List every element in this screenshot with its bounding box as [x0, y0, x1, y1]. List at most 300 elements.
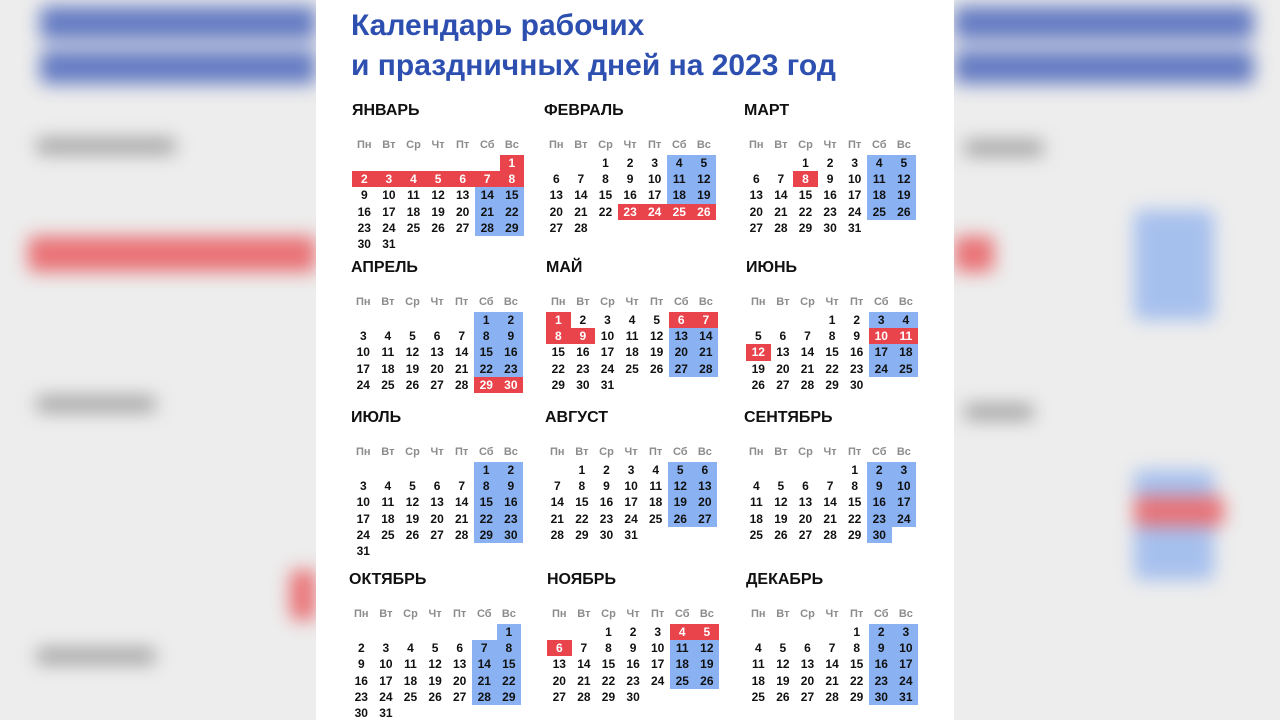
day-cell: 25 [751, 689, 765, 704]
empty-cell [475, 155, 500, 171]
day-cell: 11 [749, 495, 763, 510]
month-december [746, 570, 922, 705]
day-cell: 29 [497, 689, 522, 705]
month-july [351, 408, 527, 559]
day-cell: 1 [500, 155, 525, 171]
day-cell: 8 [853, 641, 861, 656]
day-cell: 8 [497, 640, 522, 656]
day-cell: 1 [602, 156, 609, 170]
week-row [545, 511, 721, 527]
day-cell: 24 [650, 673, 665, 688]
day-cell: 6 [433, 479, 441, 494]
empty-cell [423, 705, 448, 720]
day-cell: 5 [668, 462, 693, 478]
empty-cell [744, 462, 769, 478]
day-cell: 10 [894, 640, 919, 656]
month-name: ИЮНЬ [746, 259, 798, 276]
weekday-label: Вс [898, 608, 913, 620]
day-cell: 15 [500, 187, 525, 203]
empty-cell [818, 462, 843, 478]
day-cell: 12 [776, 657, 790, 672]
week-row [351, 361, 527, 377]
weekday-label: Пт [649, 446, 663, 458]
week-row [746, 624, 922, 640]
weekday-label: Чт [428, 608, 442, 620]
day-cell: 9 [626, 172, 634, 187]
weekday-header [351, 294, 527, 310]
empty-cell [892, 220, 917, 236]
day-cell: 4 [401, 171, 426, 187]
empty-cell [376, 462, 401, 478]
weekday-label: Ср [800, 608, 815, 620]
day-cell: 25 [894, 361, 919, 377]
day-cell: 19 [405, 361, 420, 376]
day-cell: 22 [497, 673, 522, 689]
empty-cell [668, 527, 693, 543]
week-row [546, 312, 722, 328]
month-october [349, 570, 525, 720]
day-cell: 17 [356, 361, 370, 376]
day-cell: 21 [550, 511, 564, 526]
weekday-label: Чт [626, 608, 640, 620]
day-cell: 14 [577, 657, 591, 672]
weekday-label: Пн [751, 296, 766, 308]
day-cell: 3 [892, 462, 917, 478]
day-cell: 13 [549, 188, 563, 203]
day-cell: 22 [598, 204, 613, 219]
week-row [744, 462, 920, 478]
day-cell: 3 [869, 312, 894, 328]
empty-cell [425, 462, 450, 478]
month-name: АПРЕЛЬ [351, 259, 418, 276]
day-cell: 4 [894, 312, 919, 328]
week-row [746, 377, 922, 393]
empty-cell [867, 220, 892, 236]
weekday-label: Сб [671, 139, 687, 151]
weekday-label: Вс [698, 296, 713, 308]
day-cell: 29 [551, 377, 565, 392]
day-cell: 3 [604, 313, 611, 327]
empty-cell [449, 543, 474, 559]
weekday-label: Ср [405, 296, 420, 308]
day-cell: 20 [430, 511, 444, 526]
day-cell: 27 [455, 220, 470, 235]
day-cell: 11 [407, 188, 420, 203]
day-cell: 5 [779, 641, 787, 656]
weekday-label: Сб [476, 608, 492, 620]
weekday-label: Пт [453, 608, 467, 620]
day-cell: 2 [499, 312, 524, 328]
day-cell: 16 [499, 494, 524, 510]
weekday-label: Сб [871, 139, 887, 151]
day-cell: 26 [668, 511, 693, 527]
day-cell: 9 [360, 188, 368, 203]
day-cell: 15 [601, 657, 616, 672]
weekday-label: Пт [848, 139, 862, 151]
day-cell: 14 [475, 187, 500, 203]
week-row [352, 155, 528, 171]
day-cell: 23 [499, 511, 524, 527]
month-september [744, 408, 920, 543]
day-cell: 7 [804, 329, 811, 344]
day-cell: 20 [800, 673, 815, 688]
day-cell: 15 [474, 344, 499, 360]
day-cell: 30 [626, 689, 640, 704]
day-cell: 25 [381, 377, 395, 392]
week-row [746, 656, 922, 672]
day-cell: 22 [601, 673, 616, 688]
day-cell: 28 [472, 689, 497, 705]
day-cell: 29 [474, 377, 499, 393]
day-cell: 23 [849, 361, 864, 376]
day-cell: 27 [798, 527, 813, 542]
day-cell: 5 [409, 479, 416, 494]
day-cell: 27 [776, 377, 790, 392]
day-cell: 22 [474, 361, 499, 377]
day-cell: 8 [500, 171, 525, 187]
day-cell: 29 [847, 527, 862, 542]
weekday-label: Сб [673, 296, 689, 308]
day-cell: 18 [749, 511, 763, 526]
month-june [746, 258, 922, 393]
empty-cell [771, 312, 796, 328]
day-cell: 6 [456, 641, 464, 656]
day-cell: 16 [849, 345, 864, 360]
week-row [351, 511, 527, 527]
day-cell: 3 [627, 463, 635, 477]
empty-cell [544, 155, 569, 171]
day-cell: 30 [869, 689, 894, 705]
day-cell: 2 [357, 641, 365, 656]
weekday-label: Ср [800, 296, 815, 308]
empty-cell [670, 689, 695, 705]
day-cell: 13 [776, 345, 790, 360]
empty-cell [401, 236, 426, 252]
day-cell: 21 [472, 673, 497, 689]
day-cell: 8 [546, 328, 571, 344]
weekday-label: Ср [798, 139, 813, 151]
day-cell: 29 [601, 689, 616, 704]
day-cell: 6 [669, 312, 694, 328]
weekday-label: Вт [379, 608, 393, 620]
week-row [547, 673, 723, 689]
day-cell: 31 [600, 377, 615, 392]
day-cell: 4 [628, 313, 636, 327]
empty-cell [820, 624, 845, 640]
day-cell: 2 [626, 156, 634, 170]
day-cell: 18 [648, 495, 663, 510]
day-cell: 26 [892, 204, 917, 220]
day-cell: 2 [499, 462, 524, 478]
empty-cell [769, 155, 794, 171]
week-row [546, 328, 722, 344]
day-cell: 28 [577, 689, 591, 704]
empty-cell [426, 236, 451, 252]
day-cell: 24 [379, 689, 393, 704]
day-cell: 30 [849, 377, 864, 392]
week-row [746, 312, 922, 328]
day-cell: 28 [800, 377, 815, 392]
day-cell: 21 [574, 204, 588, 219]
weekday-label: Пн [356, 446, 371, 458]
empty-cell [425, 543, 450, 559]
day-cell: 18 [403, 673, 418, 688]
day-cell: 23 [869, 673, 894, 689]
day-cell: 8 [578, 479, 586, 494]
day-cell: 12 [668, 478, 693, 494]
day-cell: 10 [847, 172, 862, 187]
day-cell: 1 [605, 625, 612, 639]
month-name: ФЕВРАЛЬ [544, 102, 624, 119]
day-cell: 28 [574, 220, 588, 235]
weekday-label: Вт [776, 608, 790, 620]
day-cell: 21 [454, 511, 469, 526]
day-cell: 13 [552, 657, 566, 672]
weekday-label: Вс [896, 139, 911, 151]
day-cell: 7 [828, 641, 836, 656]
day-cell: 18 [625, 345, 639, 360]
day-cell: 7 [553, 479, 561, 494]
day-cell: 27 [800, 689, 815, 704]
empty-cell [376, 312, 401, 328]
week-row [351, 527, 527, 543]
day-cell: 14 [825, 657, 839, 672]
weekday-label: Вс [503, 446, 518, 458]
weekday-label: Сб [674, 608, 690, 620]
day-cell: 22 [825, 361, 839, 376]
weekday-label: Ср [798, 446, 813, 458]
month-name: МАЙ [546, 259, 583, 276]
day-cell: 31 [847, 220, 862, 235]
day-cell: 6 [552, 172, 560, 187]
day-cell: 18 [381, 511, 395, 526]
empty-cell [569, 155, 594, 171]
day-cell: 15 [849, 657, 864, 672]
day-cell: 17 [600, 345, 615, 360]
empty-cell [693, 527, 718, 543]
empty-cell [645, 689, 670, 705]
weekday-label: Вс [699, 608, 714, 620]
day-cell: 16 [626, 657, 640, 672]
empty-cell [398, 624, 423, 640]
week-row [351, 543, 527, 559]
day-cell: 26 [776, 689, 790, 704]
day-cell: 15 [847, 495, 862, 510]
day-cell: 2 [579, 313, 587, 327]
day-cell: 27 [430, 377, 444, 392]
empty-cell [447, 624, 472, 640]
weekday-label: Вс [503, 296, 518, 308]
day-cell: 2 [867, 462, 892, 478]
day-cell: 26 [405, 527, 420, 542]
day-cell: 4 [667, 155, 692, 171]
empty-cell [744, 155, 769, 171]
empty-cell [423, 624, 448, 640]
day-cell: 6 [450, 171, 475, 187]
day-cell: 20 [776, 361, 790, 376]
weekday-label: Сб [873, 608, 889, 620]
day-cell: 18 [894, 344, 919, 360]
week-row [545, 494, 721, 510]
day-cell: 1 [474, 312, 499, 328]
week-row [744, 511, 920, 527]
empty-cell [449, 462, 474, 478]
empty-cell [376, 543, 401, 559]
day-cell: 19 [405, 511, 420, 526]
empty-cell [618, 220, 643, 236]
day-cell: 4 [407, 641, 414, 656]
day-cell: 17 [624, 495, 638, 510]
day-cell: 4 [652, 463, 660, 477]
day-cell: 21 [454, 361, 469, 376]
day-cell: 30 [357, 236, 371, 251]
empty-cell [892, 527, 917, 543]
day-cell: 29 [474, 527, 499, 543]
day-cell: 25 [406, 220, 421, 235]
empty-cell [793, 462, 818, 478]
day-cell: 11 [381, 495, 395, 510]
day-cell: 25 [867, 204, 892, 220]
weekday-label: Пн [552, 608, 567, 620]
day-cell: 24 [894, 673, 919, 689]
day-cell: 15 [575, 495, 589, 510]
day-cell: 1 [828, 313, 836, 327]
weekday-label: Сб [873, 296, 889, 308]
day-cell: 21 [823, 511, 837, 526]
day-cell: 6 [779, 329, 787, 344]
day-cell: 23 [576, 361, 590, 376]
empty-cell [771, 624, 796, 640]
weekday-label: Пн [357, 139, 372, 151]
day-cell: 24 [869, 361, 894, 377]
weekday-label: Вт [776, 296, 790, 308]
weekday-header [744, 137, 920, 153]
week-row [547, 689, 723, 705]
day-cell: 18 [867, 187, 892, 203]
day-cell: 1 [851, 463, 859, 477]
empty-cell [450, 236, 475, 252]
day-cell: 23 [499, 361, 524, 377]
day-cell: 22 [575, 511, 589, 526]
week-row [746, 673, 922, 689]
empty-cell [472, 705, 497, 720]
day-cell: 4 [384, 479, 392, 494]
week-row [744, 204, 920, 220]
day-cell: 10 [892, 478, 917, 494]
day-cell: 28 [454, 527, 469, 542]
week-row [351, 328, 527, 344]
empty-cell [572, 624, 597, 640]
blurred-backdrop-left [0, 0, 316, 720]
day-cell: 11 [404, 657, 417, 672]
day-cell: 27 [669, 361, 694, 377]
day-cell: 11 [381, 345, 395, 360]
empty-cell [450, 155, 475, 171]
day-cell: 2 [629, 625, 637, 639]
day-cell: 11 [625, 329, 639, 344]
month-name: НОЯБРЬ [547, 571, 616, 588]
day-cell: 11 [894, 328, 919, 344]
weekday-label: Вт [576, 296, 590, 308]
week-row [744, 187, 920, 203]
day-cell: 5 [426, 171, 451, 187]
weekday-label: Сб [871, 446, 887, 458]
day-cell: 10 [356, 345, 370, 360]
day-cell: 3 [851, 156, 859, 170]
day-cell: 19 [774, 511, 788, 526]
day-cell: 24 [847, 204, 862, 219]
weekday-label: Чт [430, 446, 444, 458]
month-november [547, 570, 723, 705]
week-row [746, 344, 922, 360]
day-cell: 31 [382, 236, 396, 251]
day-cell: 14 [550, 495, 564, 510]
month-name: ЯНВАРЬ [352, 102, 420, 119]
day-cell: 26 [649, 361, 664, 376]
day-cell: 19 [776, 673, 790, 688]
weekday-label: Вс [697, 446, 712, 458]
weekday-label: Вс [898, 296, 913, 308]
day-cell: 14 [472, 656, 497, 672]
day-cell: 1 [546, 312, 571, 328]
week-row [746, 328, 922, 344]
day-cell: 2 [826, 156, 834, 170]
day-cell: 24 [382, 220, 396, 235]
day-cell: 1 [578, 463, 586, 477]
day-cell: 16 [499, 344, 524, 360]
weekday-label: Вт [381, 296, 395, 308]
day-cell: 14 [823, 495, 837, 510]
day-cell: 4 [867, 155, 892, 171]
day-cell: 13 [452, 657, 467, 672]
day-cell: 27 [552, 689, 566, 704]
weekday-label: Вт [381, 446, 395, 458]
empty-cell [795, 624, 820, 640]
day-cell: 10 [379, 657, 393, 672]
empty-cell [475, 236, 500, 252]
day-cell: 19 [668, 494, 693, 510]
empty-cell [692, 220, 717, 236]
day-cell: 20 [430, 361, 444, 376]
day-cell: 17 [356, 511, 370, 526]
day-cell: 13 [455, 188, 470, 203]
empty-cell [374, 624, 399, 640]
weekday-header [545, 444, 721, 460]
month-name: СЕНТЯБРЬ [744, 409, 833, 426]
day-cell: 27 [430, 527, 444, 542]
empty-cell [620, 377, 645, 393]
day-cell: 25 [670, 673, 695, 689]
day-cell: 7 [458, 329, 466, 344]
day-cell: 9 [357, 657, 365, 672]
week-row [351, 377, 527, 393]
day-cell: 23 [867, 511, 892, 527]
day-cell: 12 [405, 495, 420, 510]
day-cell: 27 [549, 220, 563, 235]
weekday-label: Чт [825, 608, 839, 620]
day-cell: 4 [670, 624, 695, 640]
weekday-label: Вт [382, 139, 396, 151]
weekday-label: Вс [696, 139, 711, 151]
weekday-label: Пн [549, 139, 564, 151]
empty-cell [642, 220, 667, 236]
day-cell: 2 [352, 171, 377, 187]
week-row [547, 640, 723, 656]
weekday-label: Пн [751, 608, 766, 620]
month-name: ОКТЯБРЬ [349, 571, 427, 588]
day-cell: 13 [430, 345, 444, 360]
day-cell: 10 [382, 188, 396, 203]
